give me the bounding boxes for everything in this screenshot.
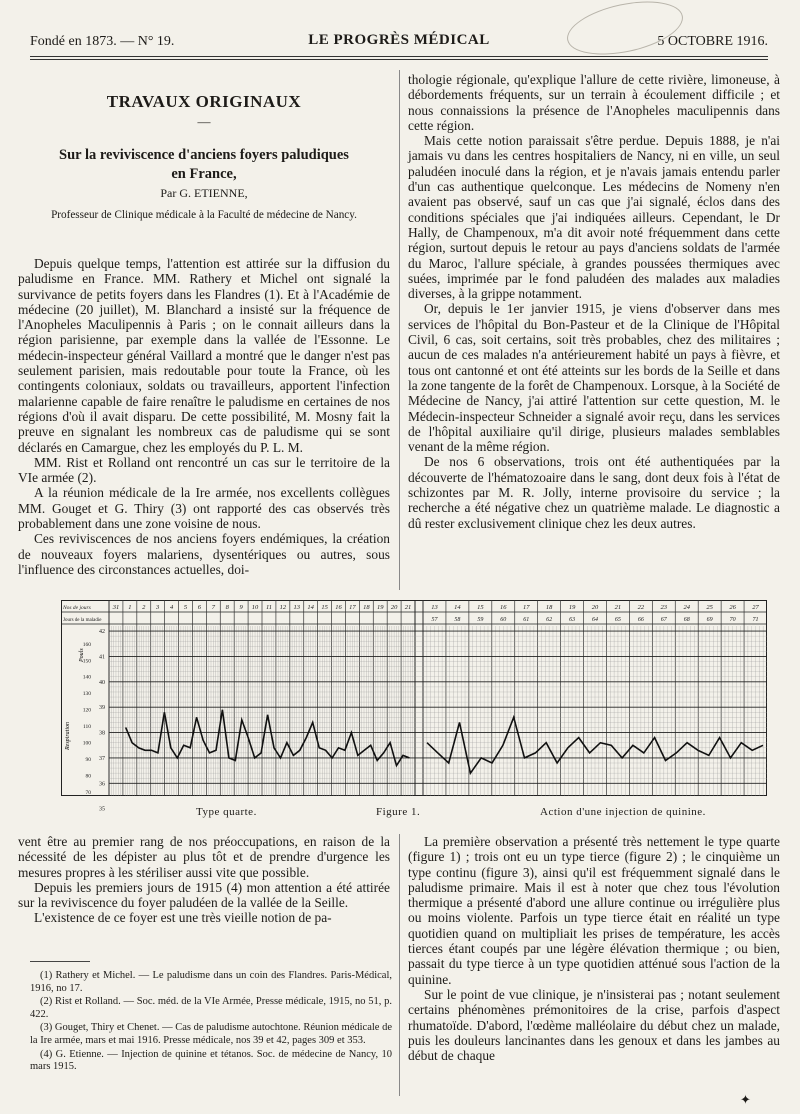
caption-right: Action d'une injection de quinine. xyxy=(540,806,706,818)
row-label-maladie: Jours de la maladie xyxy=(63,618,102,623)
day-label: 25 xyxy=(706,604,713,611)
day-label: 15 xyxy=(477,604,484,611)
footnote: (2) Rist et Rolland. — Soc. méd. de la VIe Armée, Presse médicale, 1915, no 51, p. 422. xyxy=(30,996,392,1020)
pulse-tick: 140 xyxy=(82,674,91,681)
axis-label-respiration: Respiration xyxy=(65,722,71,750)
day-label: 31 xyxy=(112,604,120,611)
day-label: 10 xyxy=(251,604,259,611)
day-label: 8 xyxy=(225,604,229,611)
day-label: 19 xyxy=(568,604,576,611)
header-date: 5 OCTOBRE 1916. xyxy=(657,34,768,49)
caption-figure: Figure 1. xyxy=(376,806,421,818)
temp-tick: 37 xyxy=(99,755,105,762)
day-label: 15 xyxy=(321,604,328,611)
day-label: 18 xyxy=(363,604,370,611)
paragraph: Depuis quelque temps, l'attention est attirée sur la diffusion du paludisme en France. MM. Rathery et Michel ont signalé la survivance de petits foyers dans les Flandres (1). Et à l'Académie de médecine (20 juillet), M. Blanchard a insisté sur la fréquence de l'Anopheles Maculipennis à Paris ; on le connait ailleurs dans la région parisienne, par exemple dans la vallée de l'Essonne. Le médecin-inspecteur général Vaillard a montré que le danger n'est pas seulement parisien, mais redoutable pour toute la France, où les contingents coloniaux, soldats ou travailleurs, apportent l'infection malarienne capable de faire renaître le paludisme en certaines de nos régions d'où il avait disparu. De cette possibilité, M. Mosny fait la preuve en signalant les nombreux cas de paludisme qui se sont déclarés en Camargue, chez les employés du P. L. M. xyxy=(18,256,390,455)
paragraph: A la réunion médicale de la Ire armée, nos excellents collègues MM. Gouget et G. Thiry (3) ont rapporté des cas observés très probablement dans une zone voisine de nous. xyxy=(18,485,390,532)
subday-label: 69 xyxy=(706,617,713,623)
pulse-tick: 150 xyxy=(82,658,91,665)
day-label: 6 xyxy=(197,604,202,611)
temp-tick: 40 xyxy=(99,679,105,686)
day-label: 22 xyxy=(637,604,645,611)
caption-left: Type quarte. xyxy=(196,806,257,818)
subday-label: 61 xyxy=(523,617,530,623)
day-label: 17 xyxy=(349,604,356,611)
subday-label: 63 xyxy=(569,617,576,623)
paragraph: thologie régionale, qu'explique l'allure de cette rivière, limoneuse, à débordements fréquents, sur un terrain à écoulement difficile ; et nous connaissions la présence de l'Anopheles maculipennis dans cette région. xyxy=(408,72,780,133)
day-label: 21 xyxy=(404,604,412,611)
paragraph: Or, depuis le 1er janvier 1915, je viens d'observer dans mes services de l'hôpital du Bon-Pasteur et de la Clinique de l'Hôpital Civil, 6 cas, soit certains, soit très probables, chez des militaires ; aucun de ces malades n'a antérieurement habité un pays à fièvre, et tous ont cantonné et ont été atteints sur les bords de la Seille et dans la zone tangente de la forêt de Champenoux. Lorsque, à la Société de Médecine de Nancy, j'ai attiré l'attention sur cette question, M. le Médecin-inspecteur Schneider a signalé avoir reçu, dans les services de l'hôpital auxiliaire qu'il dirige, plusieurs malades semblables venant de la même région. xyxy=(408,301,780,455)
column-left-bottom xyxy=(18,834,390,926)
footnote-rule xyxy=(30,961,90,962)
subday-label: 67 xyxy=(660,617,667,623)
temp-tick: 36 xyxy=(99,781,105,788)
chart-grid xyxy=(61,600,767,796)
day-label: 5 xyxy=(183,604,188,611)
day-label: 17 xyxy=(522,604,530,611)
header-rule xyxy=(30,56,768,57)
day-label: 16 xyxy=(335,604,342,611)
paragraph: L'existence de ce foyer est une très vieille notion de pa- xyxy=(34,910,332,926)
paragraph: Depuis les premiers jours de 1915 (4) mon attention a été attirée sur la reviviscence du foyer paludéen de la vallée de la Seille. xyxy=(18,879,390,911)
pulse-tick: 100 xyxy=(82,740,91,747)
day-label: 20 xyxy=(591,604,599,611)
affiliation: Professeur de Clinique médicale à la Faculté de médecine de Nancy. xyxy=(51,209,357,221)
column-right-bottom xyxy=(408,834,780,1063)
day-label: 21 xyxy=(614,604,622,611)
subday-label: 58 xyxy=(454,617,461,623)
temp-tick: 35 xyxy=(99,806,105,813)
pulse-tick: 130 xyxy=(82,691,91,698)
day-label: 24 xyxy=(683,604,690,611)
day-label: 13 xyxy=(293,604,301,611)
day-label: 16 xyxy=(500,604,507,611)
article-title xyxy=(18,146,390,184)
end-ornament: ✦ xyxy=(740,1092,751,1107)
header-rule-2 xyxy=(30,59,768,60)
section-dash: — xyxy=(197,114,211,129)
subday-label: 64 xyxy=(592,617,598,623)
column-left-top xyxy=(18,256,390,577)
day-label: 12 xyxy=(279,604,287,611)
subday-label: 62 xyxy=(546,617,553,623)
day-label: 20 xyxy=(390,604,398,611)
pulse-tick: 110 xyxy=(82,724,91,731)
subday-label: 70 xyxy=(729,617,736,623)
temp-tick: 39 xyxy=(99,705,105,712)
pulse-tick: 70 xyxy=(85,790,91,797)
axis-label-pouls: Pouls xyxy=(79,648,85,662)
article-title-line2: en France, xyxy=(171,166,237,182)
column-right-top xyxy=(408,72,780,531)
subday-label: 57 xyxy=(431,617,438,623)
subday-label: 71 xyxy=(752,617,759,623)
footnote: (3) Gouget, Thiry et Chenet. — Cas de paludisme autochtone. Réunion médicale de la Ire armée, mars et mai 1916. Presse médicale, nos 39 et 42, pages 309 et 353. xyxy=(30,1022,392,1046)
temp-tick: 42 xyxy=(99,629,105,636)
day-label: 4 xyxy=(169,604,174,611)
day-label: 2 xyxy=(142,604,146,611)
day-label: 7 xyxy=(211,604,215,611)
footnotes xyxy=(30,970,392,1075)
subday-label: 66 xyxy=(637,617,644,623)
day-label: 14 xyxy=(307,604,314,611)
day-label: 3 xyxy=(156,604,160,611)
day-label: 27 xyxy=(752,604,759,611)
footnote: (4) G. Etienne. — Injection de quinine et tétanos. Soc. de médecine de Nancy, 10 mars 1915. xyxy=(30,1048,392,1073)
day-label: 26 xyxy=(729,604,736,611)
header-founded: Fondé en 1873. — N° 19. xyxy=(30,34,175,49)
day-label: 11 xyxy=(265,604,272,611)
article-title-line1: Sur la reviviscence d'anciens foyers paludiques xyxy=(59,147,349,163)
column-divider-bottom xyxy=(399,834,400,1096)
subday-label: 59 xyxy=(477,617,484,623)
day-label: 13 xyxy=(431,604,438,611)
day-label: 1 xyxy=(128,604,132,611)
chart-frame xyxy=(62,601,767,796)
paragraph: MM. Rist et Rolland ont rencontré un cas sur le territoire de la VIe armée (2). xyxy=(18,454,390,486)
subday-label: 65 xyxy=(614,617,621,623)
library-stamp xyxy=(562,0,687,64)
journal-title: LE PROGRÈS MÉDICAL xyxy=(308,32,490,48)
column-divider-top xyxy=(399,70,400,590)
pulse-tick: 120 xyxy=(82,707,91,714)
day-label: 23 xyxy=(660,604,668,611)
day-label: 9 xyxy=(239,604,243,611)
byline: Par G. ETIENNE, xyxy=(160,186,248,200)
paragraph: De nos 6 observations, trois ont été authentiquées par la découverte de l'hématozoaire dans le sang, dont deux fois à l'état de schizontes par M. R. Jolly, interne provisoire du service ; la recherche a été négative chez un quatrième malade. Le diagnostic a dû rester exclusivement clinique chez les deux autres. xyxy=(408,454,780,531)
pulse-tick: 80 xyxy=(85,773,91,780)
paragraph: vent être au premier rang de nos préoccupations, en raison de la nécessité de les dépister au plus tôt et de prendre d'urgence les mesures propres à les stériliser aussi vite que possible. xyxy=(18,834,390,880)
day-label: 18 xyxy=(545,604,553,611)
pulse-tick: 160 xyxy=(82,641,91,648)
temp-tick: 41 xyxy=(99,654,105,661)
day-label: 14 xyxy=(454,604,461,611)
subday-label: 60 xyxy=(500,617,507,623)
day-label: 19 xyxy=(376,604,384,611)
paragraph: Ces reviviscences de nos anciens foyers endémiques, la création de nouveaux foyers malariens, dysentériques ou autres, sous l'influence des circonstances actuelles, doi- xyxy=(18,531,390,577)
row-label-day: Nos de jours xyxy=(63,605,91,611)
paragraph: Mais cette notion paraissait s'être perdue. Depuis 1888, je n'ai jamais vu dans les centres hospitaliers de Nancy, ni en ville, un seul paludéen inoculé dans la région, et je n'avais jamais entendu parler d'un cas authentique quelconque. Les médecins de Nomeny n'en avaient pas observé, sauf un cas que j'ai signalé, éclos dans des conditions spéciales que j'ai indiquées ailleurs. Cependant, le Dr Hally, de Champenoux, m'a dit avoir noté fréquemment dans cette région, surtout depuis le retour au pays d'anciens soldats de l'armée du Maroc, l'allure spéciale, à grandes poussées thermiques avec suées, imprimée par le fond paludéen des malades aux maladies diverses, à la grippe notamment. xyxy=(408,133,780,302)
footnote: (1) Rathery et Michel. — Le paludisme dans un coin des Flandres. Paris-Médical, 1916, no 17. xyxy=(30,970,392,994)
section-title: TRAVAUX ORIGINAUX xyxy=(106,92,302,111)
temp-tick: 38 xyxy=(99,730,105,737)
pulse-tick: 90 xyxy=(85,757,91,764)
paragraph: Sur le point de vue clinique, je n'insisterai pas ; notant seulement certains phénomènes prémonitoires de la crise, parfois d'aspect rhumatoïde. D'abord, l'œdème malléolaire du début chez un malade, puis les douleurs lancinantes dans les genoux et dans les jambes au début de chaque xyxy=(408,986,780,1064)
chart-labels xyxy=(62,604,760,813)
subday-label: 68 xyxy=(683,617,690,623)
paragraph: La première observation a présenté très nettement le type quarte (figure 1) ; trois ont eu un type tierce (figure 2) ; le cinquième un type continu (figure 3), ainsi qu'il est fréquemment signalé dans le paludisme primaire. Mais il est à noter que chez tous l'évolution thermique a présenté d'abord une allure continue ou irrégulière plus ou moins violente. Parfois un type tierce était en réalité un type quotidien quand on multipliait les prises de température, les accès tierces étant coupés par une légère élévation thermique ; ou bien, passait du type tierce à un type quotidien atténué sous l'action de la quinine. xyxy=(408,834,780,987)
